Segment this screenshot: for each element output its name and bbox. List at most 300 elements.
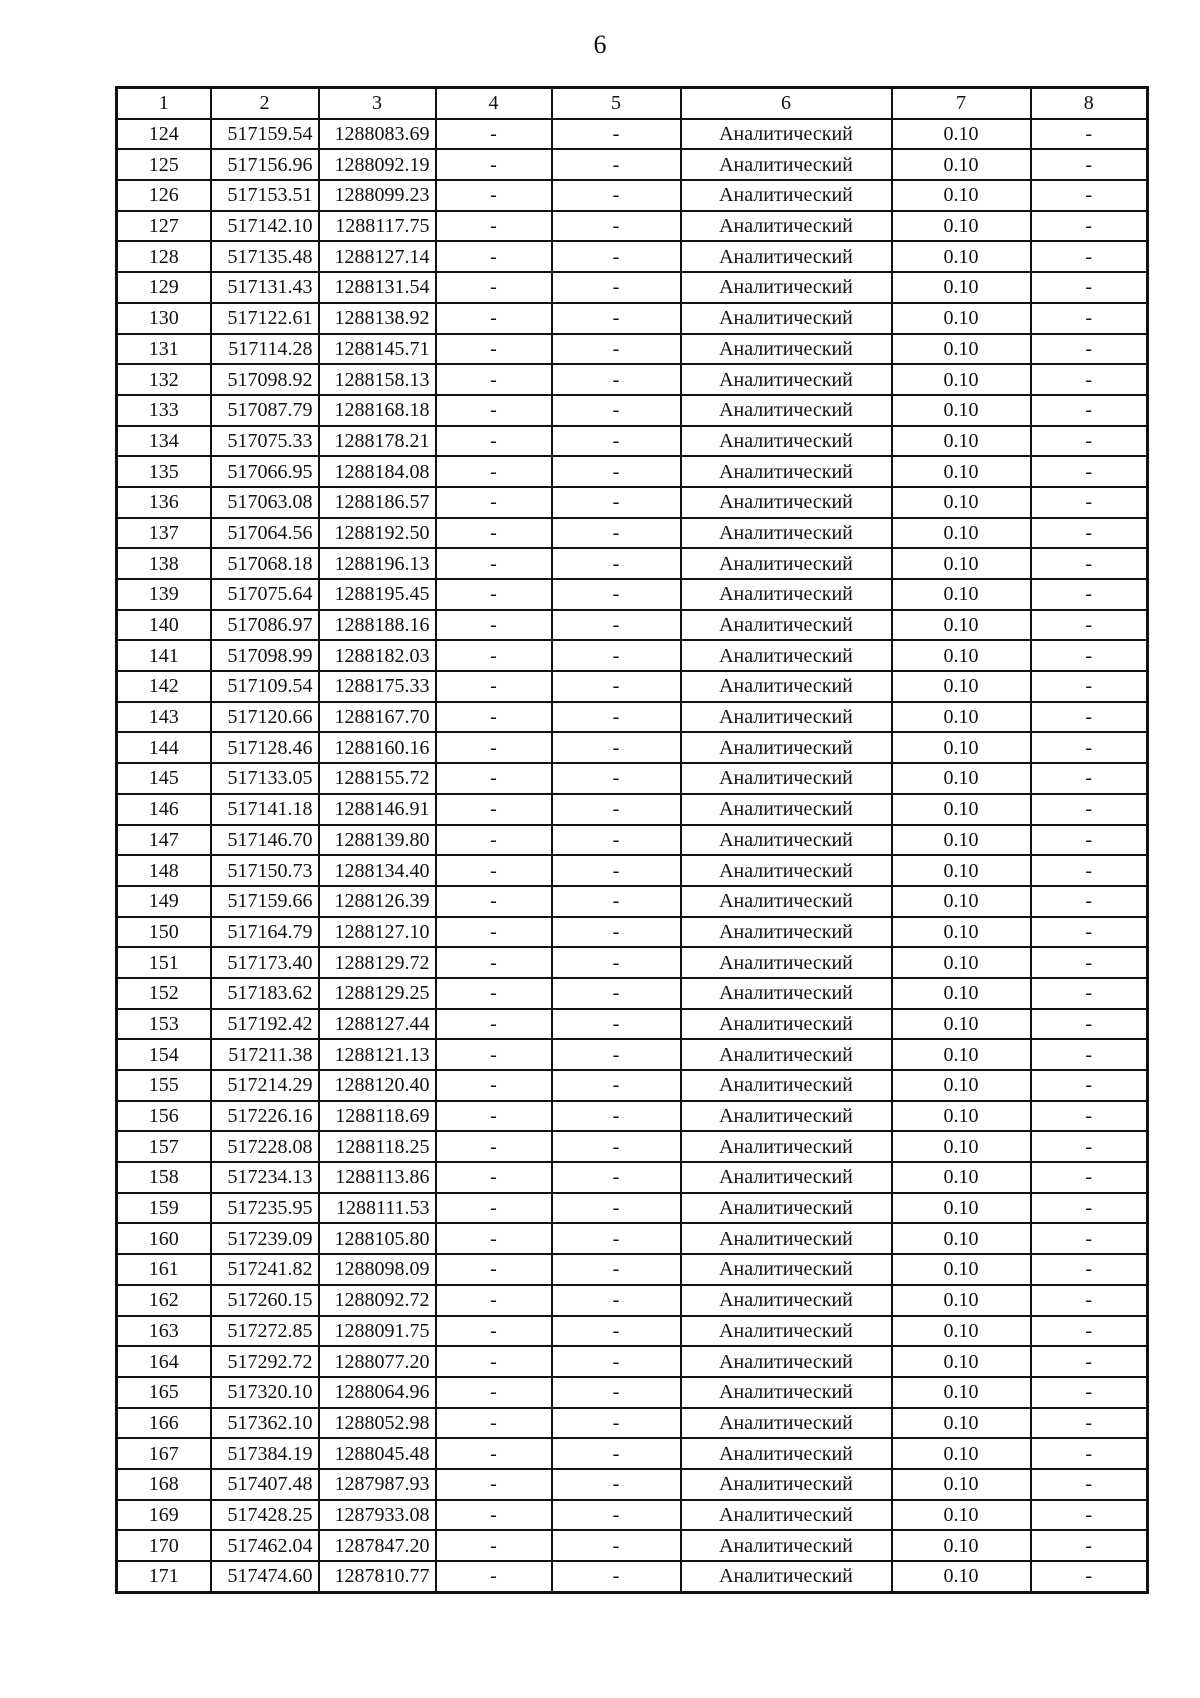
method-cell: Аналитический	[681, 794, 892, 825]
y-coordinate-cell: 1288127.44	[319, 1009, 436, 1040]
col8-value-cell: -	[1031, 1438, 1148, 1469]
col8-value-cell: -	[1031, 917, 1148, 948]
point-number-cell: 159	[117, 1193, 211, 1224]
col4-value-cell: -	[436, 1408, 552, 1439]
coordinates-table	[115, 86, 1149, 1594]
col4-value-cell: -	[436, 610, 552, 641]
header-row	[117, 88, 1148, 119]
x-coordinate-cell: 517135.48	[211, 241, 319, 272]
y-coordinate-cell: 1288160.16	[319, 732, 436, 763]
method-cell: Аналитический	[681, 548, 892, 579]
point-number-cell: 126	[117, 180, 211, 211]
col8-value-cell: -	[1031, 119, 1148, 150]
method-cell: Аналитический	[681, 855, 892, 886]
col5-value-cell: -	[552, 487, 681, 518]
point-number-cell: 157	[117, 1131, 211, 1162]
point-number-cell: 138	[117, 548, 211, 579]
table-row	[117, 1316, 1148, 1347]
x-coordinate-cell: 517320.10	[211, 1377, 319, 1408]
table-body	[117, 119, 1148, 1593]
table-row	[117, 548, 1148, 579]
col5-value-cell: -	[552, 917, 681, 948]
accuracy-cell: 0.10	[892, 794, 1031, 825]
table-row	[117, 1039, 1148, 1070]
col5-value-cell: -	[552, 303, 681, 334]
col8-value-cell: -	[1031, 978, 1148, 1009]
point-number-cell: 168	[117, 1469, 211, 1500]
table-row	[117, 1438, 1148, 1469]
table-row	[117, 886, 1148, 917]
table-row	[117, 1561, 1148, 1592]
point-number-cell: 161	[117, 1254, 211, 1285]
y-coordinate-cell: 1288127.10	[319, 917, 436, 948]
point-number-cell: 134	[117, 426, 211, 457]
col8-value-cell: -	[1031, 825, 1148, 856]
y-coordinate-cell: 1288077.20	[319, 1346, 436, 1377]
col8-value-cell: -	[1031, 1254, 1148, 1285]
x-coordinate-cell: 517098.99	[211, 640, 319, 671]
table-row	[117, 610, 1148, 641]
point-number-cell: 145	[117, 763, 211, 794]
method-cell: Аналитический	[681, 978, 892, 1009]
col4-value-cell: -	[436, 978, 552, 1009]
method-cell: Аналитический	[681, 364, 892, 395]
col4-value-cell: -	[436, 794, 552, 825]
accuracy-cell: 0.10	[892, 1500, 1031, 1531]
col8-value-cell: -	[1031, 579, 1148, 610]
y-coordinate-cell: 1288118.25	[319, 1131, 436, 1162]
accuracy-cell: 0.10	[892, 1285, 1031, 1316]
x-coordinate-cell: 517173.40	[211, 947, 319, 978]
col8-value-cell: -	[1031, 610, 1148, 641]
method-cell: Аналитический	[681, 1009, 892, 1040]
x-coordinate-cell: 517131.43	[211, 272, 319, 303]
x-coordinate-cell: 517183.62	[211, 978, 319, 1009]
method-cell: Аналитический	[681, 1223, 892, 1254]
col8-value-cell: -	[1031, 456, 1148, 487]
point-number-cell: 166	[117, 1408, 211, 1439]
x-coordinate-cell: 517075.33	[211, 426, 319, 457]
point-number-cell: 155	[117, 1070, 211, 1101]
table-row	[117, 149, 1148, 180]
col4-value-cell: -	[436, 855, 552, 886]
y-coordinate-cell: 1288138.92	[319, 303, 436, 334]
method-cell: Аналитический	[681, 1101, 892, 1132]
table-row	[117, 794, 1148, 825]
table-row	[117, 456, 1148, 487]
y-coordinate-cell: 1288195.45	[319, 579, 436, 610]
col5-value-cell: -	[552, 1131, 681, 1162]
col4-value-cell: -	[436, 548, 552, 579]
accuracy-cell: 0.10	[892, 1408, 1031, 1439]
col5-value-cell: -	[552, 610, 681, 641]
point-number-cell: 171	[117, 1561, 211, 1592]
accuracy-cell: 0.10	[892, 272, 1031, 303]
table-row	[117, 395, 1148, 426]
accuracy-cell: 0.10	[892, 1561, 1031, 1592]
x-coordinate-cell: 517141.18	[211, 794, 319, 825]
method-cell: Аналитический	[681, 1131, 892, 1162]
method-cell: Аналитический	[681, 1408, 892, 1439]
y-coordinate-cell: 1288131.54	[319, 272, 436, 303]
col4-value-cell: -	[436, 1223, 552, 1254]
table-row	[117, 241, 1148, 272]
col4-value-cell: -	[436, 272, 552, 303]
x-coordinate-cell: 517462.04	[211, 1530, 319, 1561]
x-coordinate-cell: 517063.08	[211, 487, 319, 518]
x-coordinate-cell: 517234.13	[211, 1162, 319, 1193]
point-number-cell: 140	[117, 610, 211, 641]
y-coordinate-cell: 1288146.91	[319, 794, 436, 825]
x-coordinate-cell: 517226.16	[211, 1101, 319, 1132]
col4-value-cell: -	[436, 1254, 552, 1285]
table-row	[117, 1377, 1148, 1408]
table-row	[117, 1346, 1148, 1377]
x-coordinate-cell: 517122.61	[211, 303, 319, 334]
table-row	[117, 825, 1148, 856]
col4-value-cell: -	[436, 211, 552, 242]
col8-value-cell: -	[1031, 364, 1148, 395]
method-cell: Аналитический	[681, 1285, 892, 1316]
col4-value-cell: -	[436, 241, 552, 272]
method-cell: Аналитический	[681, 1500, 892, 1531]
col5-value-cell: -	[552, 579, 681, 610]
y-coordinate-cell: 1288168.18	[319, 395, 436, 426]
col8-value-cell: -	[1031, 1009, 1148, 1040]
method-cell: Аналитический	[681, 518, 892, 549]
col5-value-cell: -	[552, 1408, 681, 1439]
method-cell: Аналитический	[681, 1070, 892, 1101]
y-coordinate-cell: 1288139.80	[319, 825, 436, 856]
accuracy-cell: 0.10	[892, 978, 1031, 1009]
accuracy-cell: 0.10	[892, 456, 1031, 487]
y-coordinate-cell: 1288129.25	[319, 978, 436, 1009]
col5-value-cell: -	[552, 1101, 681, 1132]
col5-value-cell: -	[552, 1254, 681, 1285]
method-cell: Аналитический	[681, 1530, 892, 1561]
accuracy-cell: 0.10	[892, 579, 1031, 610]
method-cell: Аналитический	[681, 241, 892, 272]
col8-value-cell: -	[1031, 272, 1148, 303]
x-coordinate-cell: 517120.66	[211, 702, 319, 733]
method-cell: Аналитический	[681, 487, 892, 518]
y-coordinate-cell: 1288111.53	[319, 1193, 436, 1224]
col5-value-cell: -	[552, 1561, 681, 1592]
col8-value-cell: -	[1031, 426, 1148, 457]
accuracy-cell: 0.10	[892, 426, 1031, 457]
x-coordinate-cell: 517214.29	[211, 1070, 319, 1101]
y-coordinate-cell: 1288167.70	[319, 702, 436, 733]
accuracy-cell: 0.10	[892, 947, 1031, 978]
col4-value-cell: -	[436, 825, 552, 856]
table-row	[117, 640, 1148, 671]
col8-value-cell: -	[1031, 518, 1148, 549]
column-header-3: 3	[319, 88, 436, 119]
col5-value-cell: -	[552, 364, 681, 395]
col8-value-cell: -	[1031, 1530, 1148, 1561]
accuracy-cell: 0.10	[892, 303, 1031, 334]
table-row	[117, 1009, 1148, 1040]
point-number-cell: 170	[117, 1530, 211, 1561]
accuracy-cell: 0.10	[892, 763, 1031, 794]
y-coordinate-cell: 1288083.69	[319, 119, 436, 150]
accuracy-cell: 0.10	[892, 702, 1031, 733]
col4-value-cell: -	[436, 1193, 552, 1224]
column-header-5: 5	[552, 88, 681, 119]
method-cell: Аналитический	[681, 1039, 892, 1070]
y-coordinate-cell: 1288052.98	[319, 1408, 436, 1439]
point-number-cell: 132	[117, 364, 211, 395]
col4-value-cell: -	[436, 180, 552, 211]
x-coordinate-cell: 517066.95	[211, 456, 319, 487]
col8-value-cell: -	[1031, 149, 1148, 180]
method-cell: Аналитический	[681, 671, 892, 702]
accuracy-cell: 0.10	[892, 1438, 1031, 1469]
col8-value-cell: -	[1031, 1162, 1148, 1193]
point-number-cell: 133	[117, 395, 211, 426]
x-coordinate-cell: 517292.72	[211, 1346, 319, 1377]
y-coordinate-cell: 1288188.16	[319, 610, 436, 641]
point-number-cell: 130	[117, 303, 211, 334]
point-number-cell: 148	[117, 855, 211, 886]
accuracy-cell: 0.10	[892, 1377, 1031, 1408]
col8-value-cell: -	[1031, 702, 1148, 733]
col4-value-cell: -	[436, 364, 552, 395]
point-number-cell: 143	[117, 702, 211, 733]
accuracy-cell: 0.10	[892, 1131, 1031, 1162]
accuracy-cell: 0.10	[892, 610, 1031, 641]
point-number-cell: 162	[117, 1285, 211, 1316]
y-coordinate-cell: 1288182.03	[319, 640, 436, 671]
col5-value-cell: -	[552, 732, 681, 763]
accuracy-cell: 0.10	[892, 1316, 1031, 1347]
method-cell: Аналитический	[681, 917, 892, 948]
col4-value-cell: -	[436, 886, 552, 917]
table-row	[117, 702, 1148, 733]
method-cell: Аналитический	[681, 1346, 892, 1377]
col5-value-cell: -	[552, 1070, 681, 1101]
x-coordinate-cell: 517146.70	[211, 825, 319, 856]
col5-value-cell: -	[552, 1469, 681, 1500]
point-number-cell: 144	[117, 732, 211, 763]
accuracy-cell: 0.10	[892, 119, 1031, 150]
method-cell: Аналитический	[681, 119, 892, 150]
col8-value-cell: -	[1031, 1561, 1148, 1592]
accuracy-cell: 0.10	[892, 180, 1031, 211]
table-row	[117, 1131, 1148, 1162]
col4-value-cell: -	[436, 1101, 552, 1132]
method-cell: Аналитический	[681, 1316, 892, 1347]
accuracy-cell: 0.10	[892, 1346, 1031, 1377]
col8-value-cell: -	[1031, 1377, 1148, 1408]
x-coordinate-cell: 517428.25	[211, 1500, 319, 1531]
y-coordinate-cell: 1288186.57	[319, 487, 436, 518]
col8-value-cell: -	[1031, 211, 1148, 242]
col8-value-cell: -	[1031, 1070, 1148, 1101]
col5-value-cell: -	[552, 855, 681, 886]
point-number-cell: 137	[117, 518, 211, 549]
col8-value-cell: -	[1031, 241, 1148, 272]
point-number-cell: 158	[117, 1162, 211, 1193]
x-coordinate-cell: 517114.28	[211, 334, 319, 365]
table-row	[117, 303, 1148, 334]
col5-value-cell: -	[552, 395, 681, 426]
table-row	[117, 1101, 1148, 1132]
y-coordinate-cell: 1287933.08	[319, 1500, 436, 1531]
point-number-cell: 160	[117, 1223, 211, 1254]
col5-value-cell: -	[552, 119, 681, 150]
point-number-cell: 135	[117, 456, 211, 487]
x-coordinate-cell: 517098.92	[211, 364, 319, 395]
x-coordinate-cell: 517474.60	[211, 1561, 319, 1592]
table-row	[117, 211, 1148, 242]
accuracy-cell: 0.10	[892, 518, 1031, 549]
col5-value-cell: -	[552, 1346, 681, 1377]
point-number-cell: 154	[117, 1039, 211, 1070]
accuracy-cell: 0.10	[892, 241, 1031, 272]
col5-value-cell: -	[552, 978, 681, 1009]
col8-value-cell: -	[1031, 1101, 1148, 1132]
col8-value-cell: -	[1031, 671, 1148, 702]
point-number-cell: 128	[117, 241, 211, 272]
table-row	[117, 180, 1148, 211]
accuracy-cell: 0.10	[892, 1101, 1031, 1132]
col4-value-cell: -	[436, 917, 552, 948]
col5-value-cell: -	[552, 702, 681, 733]
y-coordinate-cell: 1287847.20	[319, 1530, 436, 1561]
method-cell: Аналитический	[681, 579, 892, 610]
x-coordinate-cell: 517260.15	[211, 1285, 319, 1316]
accuracy-cell: 0.10	[892, 1193, 1031, 1224]
method-cell: Аналитический	[681, 1438, 892, 1469]
col8-value-cell: -	[1031, 487, 1148, 518]
method-cell: Аналитический	[681, 732, 892, 763]
y-coordinate-cell: 1288117.75	[319, 211, 436, 242]
col8-value-cell: -	[1031, 334, 1148, 365]
accuracy-cell: 0.10	[892, 149, 1031, 180]
accuracy-cell: 0.10	[892, 1254, 1031, 1285]
col5-value-cell: -	[552, 1316, 681, 1347]
col5-value-cell: -	[552, 763, 681, 794]
col5-value-cell: -	[552, 794, 681, 825]
method-cell: Аналитический	[681, 211, 892, 242]
method-cell: Аналитический	[681, 825, 892, 856]
method-cell: Аналитический	[681, 1162, 892, 1193]
col8-value-cell: -	[1031, 640, 1148, 671]
table-row	[117, 426, 1148, 457]
accuracy-cell: 0.10	[892, 886, 1031, 917]
y-coordinate-cell: 1288184.08	[319, 456, 436, 487]
col8-value-cell: -	[1031, 1039, 1148, 1070]
accuracy-cell: 0.10	[892, 640, 1031, 671]
col4-value-cell: -	[436, 732, 552, 763]
x-coordinate-cell: 517228.08	[211, 1131, 319, 1162]
x-coordinate-cell: 517159.54	[211, 119, 319, 150]
accuracy-cell: 0.10	[892, 487, 1031, 518]
x-coordinate-cell: 517064.56	[211, 518, 319, 549]
col5-value-cell: -	[552, 180, 681, 211]
table-row	[117, 1193, 1148, 1224]
col8-value-cell: -	[1031, 1193, 1148, 1224]
col8-value-cell: -	[1031, 1469, 1148, 1500]
col5-value-cell: -	[552, 1530, 681, 1561]
col5-value-cell: -	[552, 640, 681, 671]
col8-value-cell: -	[1031, 303, 1148, 334]
col4-value-cell: -	[436, 518, 552, 549]
col5-value-cell: -	[552, 1377, 681, 1408]
x-coordinate-cell: 517235.95	[211, 1193, 319, 1224]
x-coordinate-cell: 517068.18	[211, 548, 319, 579]
method-cell: Аналитический	[681, 886, 892, 917]
accuracy-cell: 0.10	[892, 1009, 1031, 1040]
col5-value-cell: -	[552, 426, 681, 457]
table-row	[117, 917, 1148, 948]
method-cell: Аналитический	[681, 1254, 892, 1285]
point-number-cell: 131	[117, 334, 211, 365]
point-number-cell: 165	[117, 1377, 211, 1408]
col4-value-cell: -	[436, 1009, 552, 1040]
table-row	[117, 1162, 1148, 1193]
accuracy-cell: 0.10	[892, 548, 1031, 579]
col4-value-cell: -	[436, 640, 552, 671]
x-coordinate-cell: 517272.85	[211, 1316, 319, 1347]
col8-value-cell: -	[1031, 1500, 1148, 1531]
col8-value-cell: -	[1031, 180, 1148, 211]
point-number-cell: 124	[117, 119, 211, 150]
method-cell: Аналитический	[681, 610, 892, 641]
accuracy-cell: 0.10	[892, 671, 1031, 702]
table-row	[117, 671, 1148, 702]
x-coordinate-cell: 517142.10	[211, 211, 319, 242]
y-coordinate-cell: 1288121.13	[319, 1039, 436, 1070]
col4-value-cell: -	[436, 579, 552, 610]
method-cell: Аналитический	[681, 640, 892, 671]
col4-value-cell: -	[436, 1500, 552, 1531]
table-row	[117, 518, 1148, 549]
point-number-cell: 146	[117, 794, 211, 825]
x-coordinate-cell: 517241.82	[211, 1254, 319, 1285]
x-coordinate-cell: 517075.64	[211, 579, 319, 610]
table-row	[117, 947, 1148, 978]
y-coordinate-cell: 1288105.80	[319, 1223, 436, 1254]
method-cell: Аналитический	[681, 947, 892, 978]
x-coordinate-cell: 517153.51	[211, 180, 319, 211]
accuracy-cell: 0.10	[892, 1223, 1031, 1254]
accuracy-cell: 0.10	[892, 1530, 1031, 1561]
accuracy-cell: 0.10	[892, 364, 1031, 395]
x-coordinate-cell: 517150.73	[211, 855, 319, 886]
y-coordinate-cell: 1288092.72	[319, 1285, 436, 1316]
col4-value-cell: -	[436, 303, 552, 334]
table-row	[117, 732, 1148, 763]
col8-value-cell: -	[1031, 1131, 1148, 1162]
col8-value-cell: -	[1031, 1223, 1148, 1254]
y-coordinate-cell: 1288158.13	[319, 364, 436, 395]
accuracy-cell: 0.10	[892, 917, 1031, 948]
table-row	[117, 1254, 1148, 1285]
point-number-cell: 152	[117, 978, 211, 1009]
x-coordinate-cell: 517362.10	[211, 1408, 319, 1439]
col5-value-cell: -	[552, 1500, 681, 1531]
col5-value-cell: -	[552, 211, 681, 242]
accuracy-cell: 0.10	[892, 1469, 1031, 1500]
accuracy-cell: 0.10	[892, 855, 1031, 886]
x-coordinate-cell: 517384.19	[211, 1438, 319, 1469]
col5-value-cell: -	[552, 947, 681, 978]
accuracy-cell: 0.10	[892, 395, 1031, 426]
table-row	[117, 119, 1148, 150]
table-row	[117, 334, 1148, 365]
